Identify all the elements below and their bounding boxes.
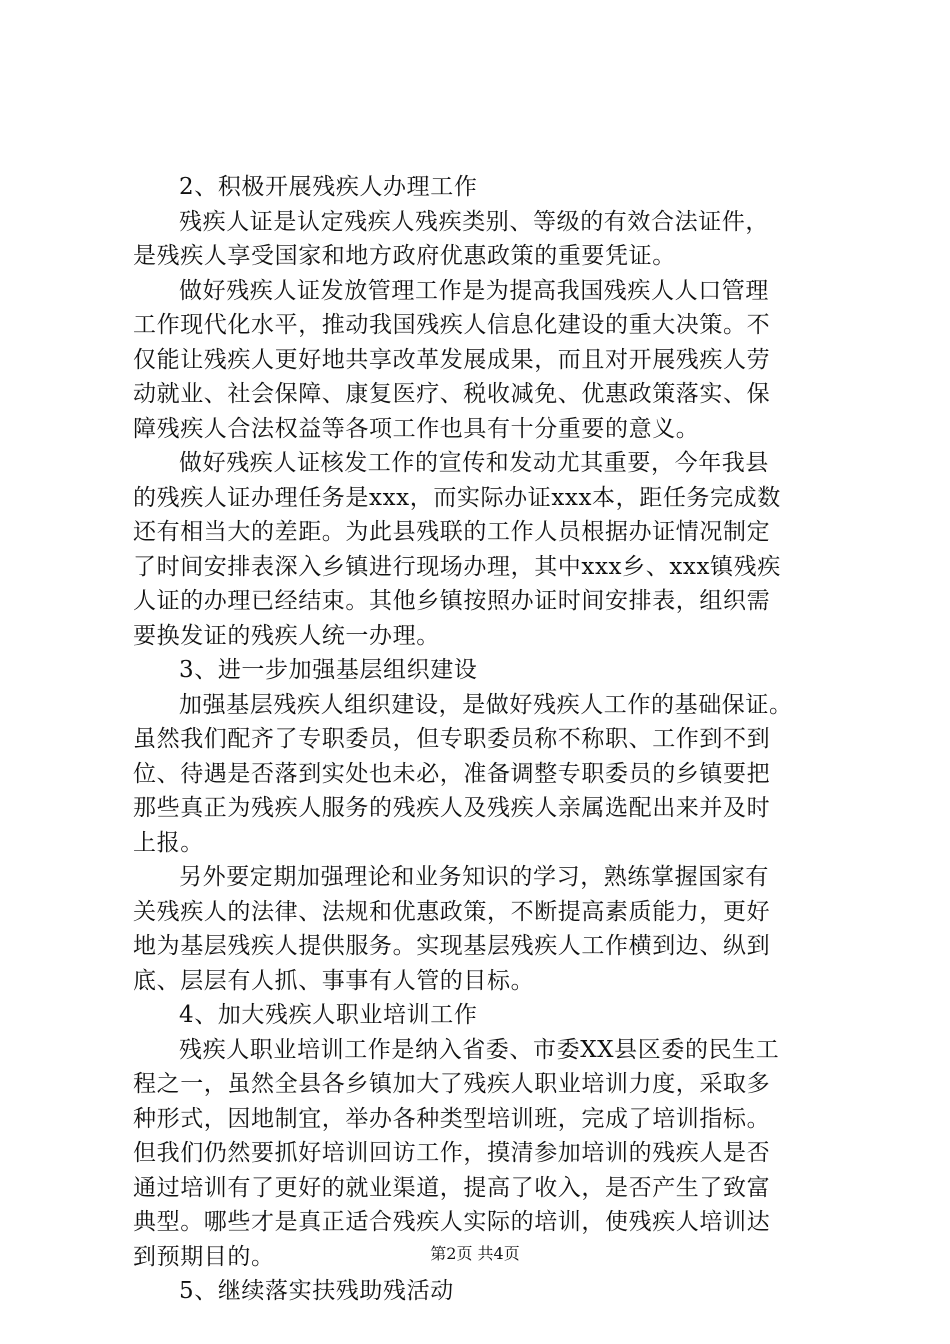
paragraph: 加强基层残疾人组织建设，是做好残疾人工作的基础保证。 虽然我们配齐了专职委员，但专职委员称不称职、工作到不到 位、待遇是否落到实处也未必，准备调整专职委员的乡镇要把 那些真正为残疾人服务的残疾人及残疾人亲属选配出来并及时 上报。 — [133, 691, 793, 856]
paragraph: 残疾人证是认定残疾人残疾类别、等级的有效合法证件， 是残疾人享受国家和地方政府优惠政策的重要凭证。 — [133, 208, 769, 269]
paragraph: 残疾人职业培训工作是纳入省委、市委XX县区委的民生工 程之一，虽然全县各乡镇加大了残疾人职业培训力度，采取多 种形式，因地制宜，举办各种类型培训班，完成了培训指标。 但我们仍然要抓好培训回访工作，摸清参加培训的残疾人是否 通过培训有了更好的就业渠道，提高了收入，是否产生了致富 典型。哪些才是真正适合残疾人实际的培训，使残疾人培训达 到预期目的。 — [133, 1036, 780, 1270]
paragraph: 做好残疾人证发放管理工作是为提高我国残疾人人口管理 工作现代化水平，推动我国残疾人信息化建设的重大决策。不 仅能让残疾人更好地共享改革发展成果，而且对开展残疾人劳 动就业、社会保障、康复医疗、税收减免、优惠政策落实、保 障残疾人合法权益等各项工作也具有十分重要的意义。 — [133, 277, 771, 442]
document-body — [133, 170, 833, 1309]
page-footer: 第2页 共4页 — [430, 1244, 520, 1263]
paragraph: 做好残疾人证核发工作的宣传和发动尤其重要，今年我县 的残疾人证办理任务是xxx，而实际办证xxx本，距任务完成数 还有相当大的差距。为此县残联的工作人员根据办证情况制定 了时间安排表深入乡镇进行现场办理，其中xxx乡、xxx镇残疾 人证的办理已经结束。其他乡镇按照办证时间安排表，组织需 要换发证的残疾人统一办理。 — [133, 450, 781, 649]
section-heading-5: 5、继续落实扶残助残活动 — [179, 1278, 454, 1304]
paragraph: 另外要定期加强理论和业务知识的学习，熟练掌握国家有 关残疾人的法律、法规和优惠政策，不断提高素质能力，更好 地为基层残疾人提供服务。实现基层残疾人工作横到边、纵到 底、层层有人抓、事事有人管的目标。 — [133, 864, 771, 994]
section-heading-2: 2、积极开展残疾人办理工作 — [179, 174, 478, 200]
section-heading-4: 4、加大残疾人职业培训工作 — [179, 1002, 478, 1028]
section-heading-3: 3、进一步加强基层组织建设 — [179, 657, 478, 683]
